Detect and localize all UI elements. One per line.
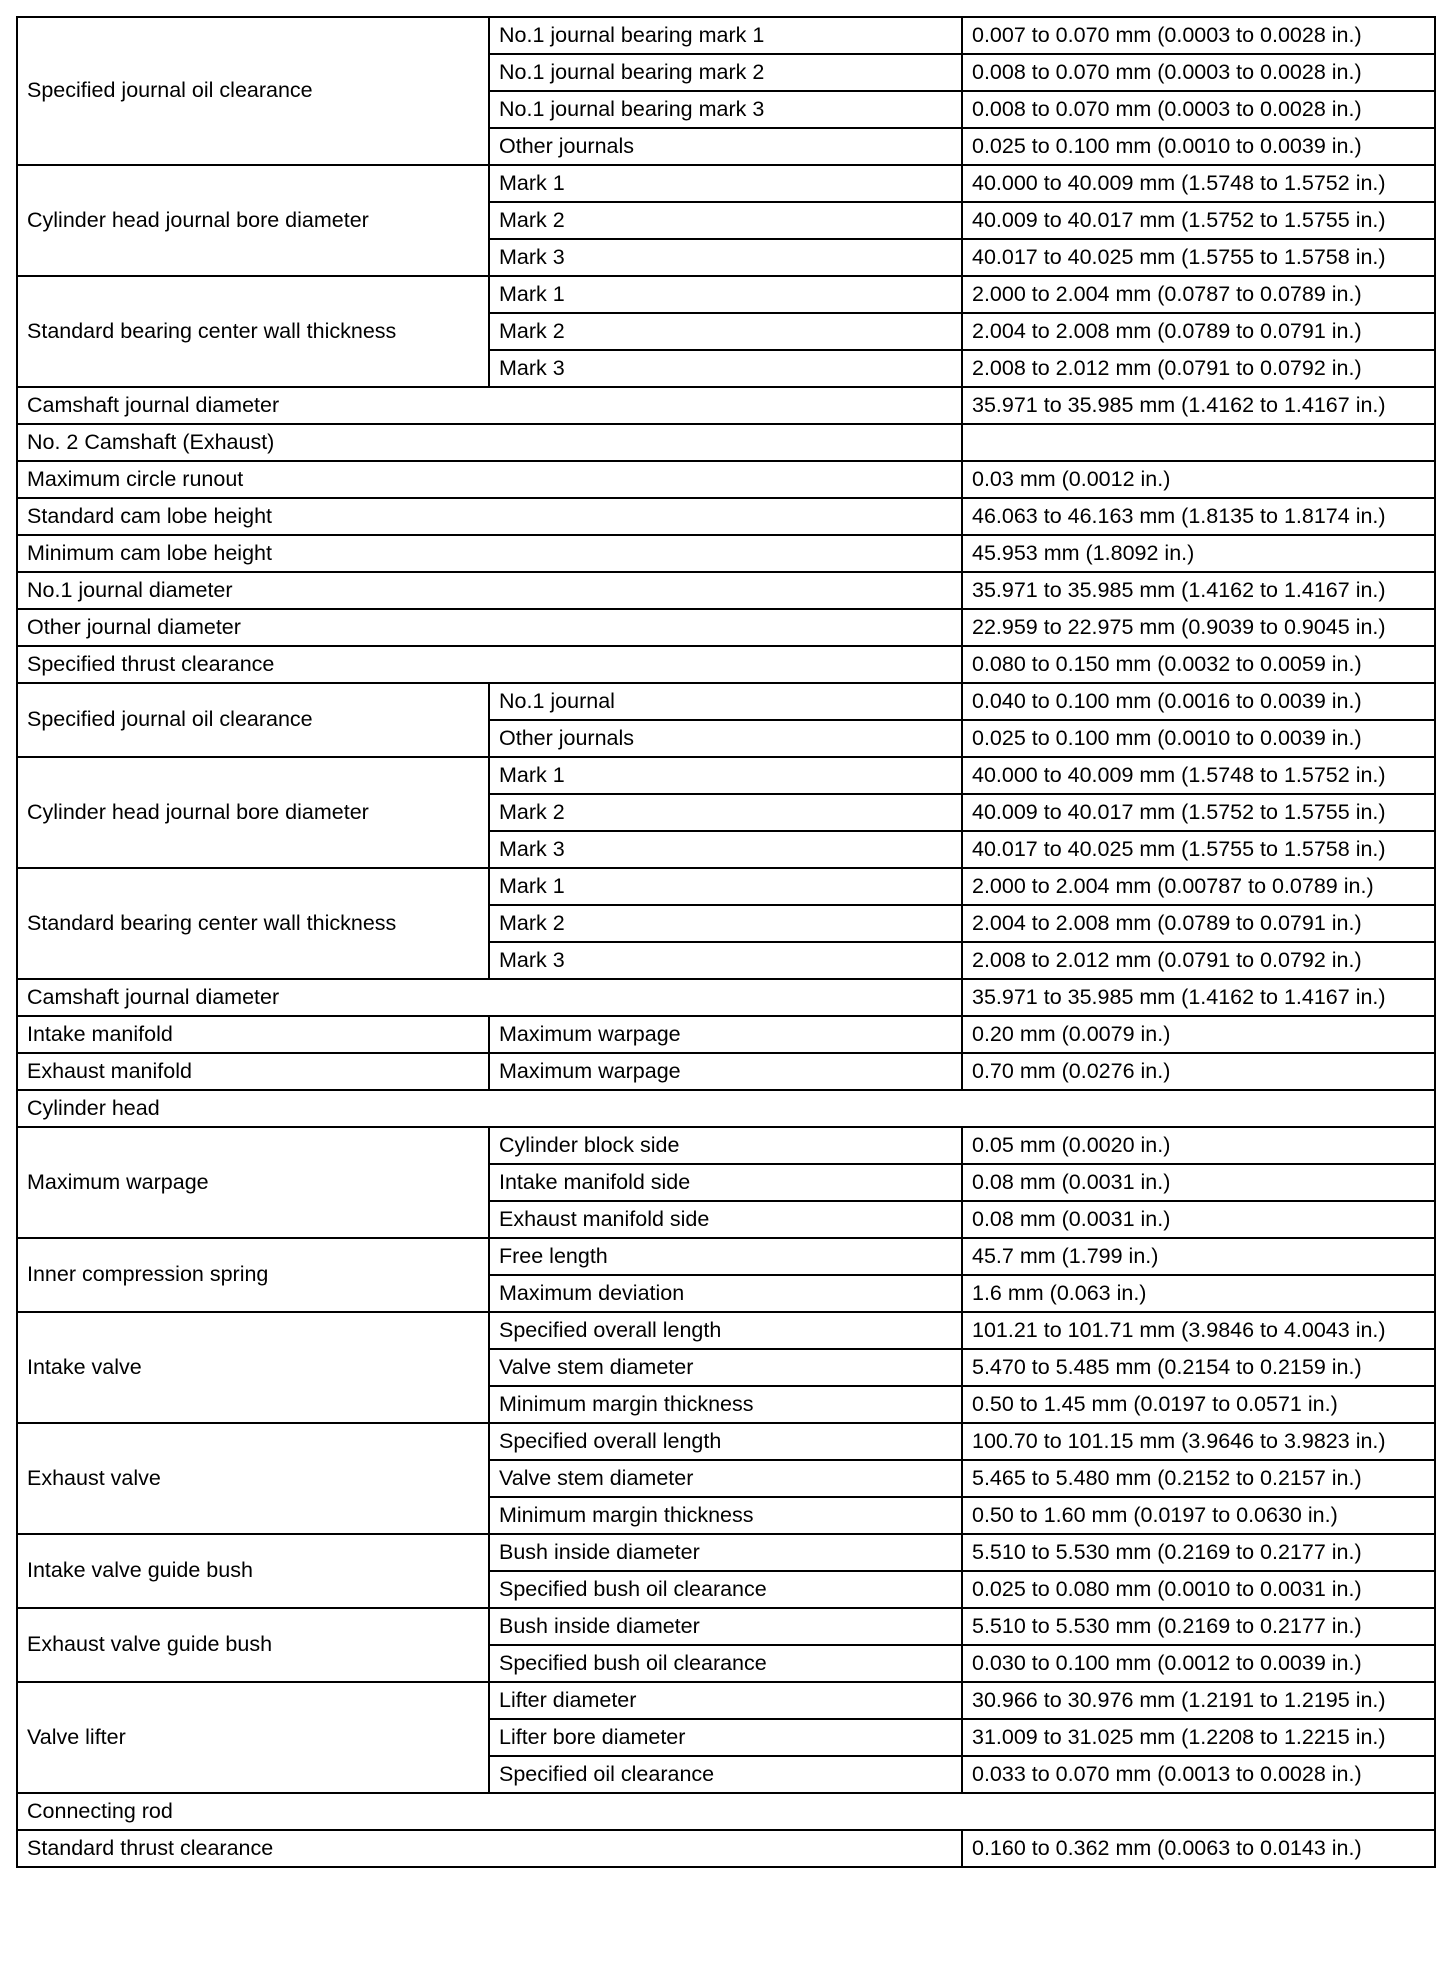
value-cell: 100.70 to 101.15 mm (3.9646 to 3.9823 in.) bbox=[962, 1423, 1435, 1460]
table-row bbox=[17, 1312, 1435, 1349]
value-cell: 0.160 to 0.362 mm (0.0063 to 0.0143 in.) bbox=[962, 1830, 1435, 1867]
value-cell: 40.017 to 40.025 mm (1.5755 to 1.5758 in.) bbox=[962, 239, 1435, 276]
value-cell: 1.6 mm (0.063 in.) bbox=[962, 1275, 1435, 1312]
sub-item-cell: Mark 1 bbox=[489, 757, 962, 794]
sub-item-cell: Cylinder block side bbox=[489, 1127, 962, 1164]
value-cell: 5.470 to 5.485 mm (0.2154 to 0.2159 in.) bbox=[962, 1349, 1435, 1386]
value-cell: 0.08 mm (0.0031 in.) bbox=[962, 1164, 1435, 1201]
value-cell: 35.971 to 35.985 mm (1.4162 to 1.4167 in.) bbox=[962, 572, 1435, 609]
table-row bbox=[17, 1016, 1435, 1053]
sub-item-cell: Mark 2 bbox=[489, 202, 962, 239]
item-cell: Cylinder head journal bore diameter bbox=[17, 165, 489, 276]
sub-item-cell: Maximum warpage bbox=[489, 1016, 962, 1053]
value-cell: 0.008 to 0.070 mm (0.0003 to 0.0028 in.) bbox=[962, 91, 1435, 128]
specification-table-body bbox=[17, 17, 1435, 1867]
sub-item-cell: Mark 3 bbox=[489, 350, 962, 387]
value-cell: 0.080 to 0.150 mm (0.0032 to 0.0059 in.) bbox=[962, 646, 1435, 683]
table-row bbox=[17, 461, 1435, 498]
item-cell: Intake valve guide bush bbox=[17, 1534, 489, 1608]
value-cell bbox=[962, 424, 1435, 461]
sub-item-cell: Mark 2 bbox=[489, 905, 962, 942]
value-cell: 0.040 to 0.100 mm (0.0016 to 0.0039 in.) bbox=[962, 683, 1435, 720]
sub-item-cell: No.1 journal bearing mark 1 bbox=[489, 17, 962, 54]
sub-item-cell: Specified overall length bbox=[489, 1423, 962, 1460]
table-row bbox=[17, 17, 1435, 54]
item-cell: Specified journal oil clearance bbox=[17, 683, 489, 757]
table-row bbox=[17, 498, 1435, 535]
table-row bbox=[17, 1793, 1435, 1830]
value-cell: 0.033 to 0.070 mm (0.0013 to 0.0028 in.) bbox=[962, 1756, 1435, 1793]
value-cell: 30.966 to 30.976 mm (1.2191 to 1.2195 in.) bbox=[962, 1682, 1435, 1719]
value-cell: 0.50 to 1.60 mm (0.0197 to 0.0630 in.) bbox=[962, 1497, 1435, 1534]
value-cell: 0.70 mm (0.0276 in.) bbox=[962, 1053, 1435, 1090]
table-row bbox=[17, 572, 1435, 609]
item-cell: Inner compression spring bbox=[17, 1238, 489, 1312]
value-cell: 0.20 mm (0.0079 in.) bbox=[962, 1016, 1435, 1053]
sub-item-cell: Free length bbox=[489, 1238, 962, 1275]
sub-item-cell: Exhaust manifold side bbox=[489, 1201, 962, 1238]
item-cell: Specified thrust clearance bbox=[17, 646, 962, 683]
item-cell: Maximum circle runout bbox=[17, 461, 962, 498]
sub-item-cell: Mark 2 bbox=[489, 794, 962, 831]
table-row bbox=[17, 1534, 1435, 1571]
value-cell: 0.007 to 0.070 mm (0.0003 to 0.0028 in.) bbox=[962, 17, 1435, 54]
table-row bbox=[17, 757, 1435, 794]
sub-item-cell: No.1 journal bbox=[489, 683, 962, 720]
value-cell: 2.004 to 2.008 mm (0.0789 to 0.0791 in.) bbox=[962, 313, 1435, 350]
table-row bbox=[17, 1238, 1435, 1275]
value-cell: 40.000 to 40.009 mm (1.5748 to 1.5752 in.) bbox=[962, 165, 1435, 202]
table-row bbox=[17, 535, 1435, 572]
table-row bbox=[17, 1053, 1435, 1090]
sub-item-cell: No.1 journal bearing mark 3 bbox=[489, 91, 962, 128]
value-cell: 0.05 mm (0.0020 in.) bbox=[962, 1127, 1435, 1164]
value-cell: 2.004 to 2.008 mm (0.0789 to 0.0791 in.) bbox=[962, 905, 1435, 942]
value-cell: 0.025 to 0.080 mm (0.0010 to 0.0031 in.) bbox=[962, 1571, 1435, 1608]
item-cell: Specified journal oil clearance bbox=[17, 17, 489, 165]
sub-item-cell: Minimum margin thickness bbox=[489, 1497, 962, 1534]
sub-item-cell: Specified overall length bbox=[489, 1312, 962, 1349]
value-cell: 5.510 to 5.530 mm (0.2169 to 0.2177 in.) bbox=[962, 1608, 1435, 1645]
item-cell: Exhaust valve bbox=[17, 1423, 489, 1534]
item-cell: Minimum cam lobe height bbox=[17, 535, 962, 572]
sub-item-cell: Other journals bbox=[489, 720, 962, 757]
item-cell: Intake valve bbox=[17, 1312, 489, 1423]
table-row bbox=[17, 165, 1435, 202]
table-row bbox=[17, 646, 1435, 683]
value-cell: 0.025 to 0.100 mm (0.0010 to 0.0039 in.) bbox=[962, 128, 1435, 165]
table-row bbox=[17, 609, 1435, 646]
table-row bbox=[17, 1682, 1435, 1719]
table-row bbox=[17, 868, 1435, 905]
item-cell: Standard cam lobe height bbox=[17, 498, 962, 535]
value-cell: 45.953 mm (1.8092 in.) bbox=[962, 535, 1435, 572]
sub-item-cell: Other journals bbox=[489, 128, 962, 165]
value-cell: 101.21 to 101.71 mm (3.9846 to 4.0043 in.) bbox=[962, 1312, 1435, 1349]
value-cell: 40.009 to 40.017 mm (1.5752 to 1.5755 in.) bbox=[962, 202, 1435, 239]
sub-item-cell: Specified oil clearance bbox=[489, 1756, 962, 1793]
table-row bbox=[17, 1830, 1435, 1867]
value-cell: 2.008 to 2.012 mm (0.0791 to 0.0792 in.) bbox=[962, 942, 1435, 979]
table-row bbox=[17, 979, 1435, 1016]
sub-item-cell: Intake manifold side bbox=[489, 1164, 962, 1201]
item-cell: Standard bearing center wall thickness bbox=[17, 276, 489, 387]
item-cell: Intake manifold bbox=[17, 1016, 489, 1053]
specification-table bbox=[16, 16, 1436, 1868]
sub-item-cell: Mark 3 bbox=[489, 239, 962, 276]
value-cell: 0.50 to 1.45 mm (0.0197 to 0.0571 in.) bbox=[962, 1386, 1435, 1423]
value-cell: 0.025 to 0.100 mm (0.0010 to 0.0039 in.) bbox=[962, 720, 1435, 757]
value-cell: 40.017 to 40.025 mm (1.5755 to 1.5758 in.) bbox=[962, 831, 1435, 868]
sub-item-cell: Minimum margin thickness bbox=[489, 1386, 962, 1423]
sub-item-cell: Specified bush oil clearance bbox=[489, 1645, 962, 1682]
value-cell: 2.008 to 2.012 mm (0.0791 to 0.0792 in.) bbox=[962, 350, 1435, 387]
item-cell: No.1 journal diameter bbox=[17, 572, 962, 609]
sub-item-cell: Valve stem diameter bbox=[489, 1349, 962, 1386]
item-cell: Cylinder head bbox=[17, 1090, 1435, 1127]
sub-item-cell: Valve stem diameter bbox=[489, 1460, 962, 1497]
sub-item-cell: Bush inside diameter bbox=[489, 1608, 962, 1645]
value-cell: 40.000 to 40.009 mm (1.5748 to 1.5752 in.) bbox=[962, 757, 1435, 794]
sub-item-cell: Bush inside diameter bbox=[489, 1534, 962, 1571]
item-cell: Valve lifter bbox=[17, 1682, 489, 1793]
sub-item-cell: Specified bush oil clearance bbox=[489, 1571, 962, 1608]
value-cell: 35.971 to 35.985 mm (1.4162 to 1.4167 in.) bbox=[962, 979, 1435, 1016]
item-cell: Connecting rod bbox=[17, 1793, 1435, 1830]
item-cell: Maximum warpage bbox=[17, 1127, 489, 1238]
sub-item-cell: Mark 1 bbox=[489, 868, 962, 905]
sub-item-cell: Lifter bore diameter bbox=[489, 1719, 962, 1756]
value-cell: 35.971 to 35.985 mm (1.4162 to 1.4167 in.) bbox=[962, 387, 1435, 424]
item-cell: Cylinder head journal bore diameter bbox=[17, 757, 489, 868]
sub-item-cell: Maximum deviation bbox=[489, 1275, 962, 1312]
table-row bbox=[17, 276, 1435, 313]
item-cell: Camshaft journal diameter bbox=[17, 387, 962, 424]
sub-item-cell: Mark 3 bbox=[489, 942, 962, 979]
item-cell: Exhaust valve guide bush bbox=[17, 1608, 489, 1682]
sub-item-cell: No.1 journal bearing mark 2 bbox=[489, 54, 962, 91]
table-row bbox=[17, 1608, 1435, 1645]
item-cell: No. 2 Camshaft (Exhaust) bbox=[17, 424, 962, 461]
sub-item-cell: Mark 1 bbox=[489, 165, 962, 202]
value-cell: 40.009 to 40.017 mm (1.5752 to 1.5755 in.) bbox=[962, 794, 1435, 831]
item-cell: Other journal diameter bbox=[17, 609, 962, 646]
sub-item-cell: Mark 3 bbox=[489, 831, 962, 868]
item-cell: Standard thrust clearance bbox=[17, 1830, 962, 1867]
value-cell: 2.000 to 2.004 mm (0.00787 to 0.0789 in.) bbox=[962, 868, 1435, 905]
value-cell: 5.510 to 5.530 mm (0.2169 to 0.2177 in.) bbox=[962, 1534, 1435, 1571]
value-cell: 2.000 to 2.004 mm (0.0787 to 0.0789 in.) bbox=[962, 276, 1435, 313]
value-cell: 46.063 to 46.163 mm (1.8135 to 1.8174 in.) bbox=[962, 498, 1435, 535]
table-row bbox=[17, 1127, 1435, 1164]
table-row bbox=[17, 1090, 1435, 1127]
sub-item-cell: Mark 2 bbox=[489, 313, 962, 350]
value-cell: 0.08 mm (0.0031 in.) bbox=[962, 1201, 1435, 1238]
value-cell: 45.7 mm (1.799 in.) bbox=[962, 1238, 1435, 1275]
table-row bbox=[17, 683, 1435, 720]
item-cell: Standard bearing center wall thickness bbox=[17, 868, 489, 979]
table-row bbox=[17, 387, 1435, 424]
sub-item-cell: Maximum warpage bbox=[489, 1053, 962, 1090]
sub-item-cell: Mark 1 bbox=[489, 276, 962, 313]
value-cell: 0.008 to 0.070 mm (0.0003 to 0.0028 in.) bbox=[962, 54, 1435, 91]
table-row bbox=[17, 1423, 1435, 1460]
value-cell: 5.465 to 5.480 mm (0.2152 to 0.2157 in.) bbox=[962, 1460, 1435, 1497]
item-cell: Camshaft journal diameter bbox=[17, 979, 962, 1016]
value-cell: 31.009 to 31.025 mm (1.2208 to 1.2215 in.) bbox=[962, 1719, 1435, 1756]
sub-item-cell: Lifter diameter bbox=[489, 1682, 962, 1719]
item-cell: Exhaust manifold bbox=[17, 1053, 489, 1090]
value-cell: 0.03 mm (0.0012 in.) bbox=[962, 461, 1435, 498]
value-cell: 0.030 to 0.100 mm (0.0012 to 0.0039 in.) bbox=[962, 1645, 1435, 1682]
table-row bbox=[17, 424, 1435, 461]
value-cell: 22.959 to 22.975 mm (0.9039 to 0.9045 in.) bbox=[962, 609, 1435, 646]
